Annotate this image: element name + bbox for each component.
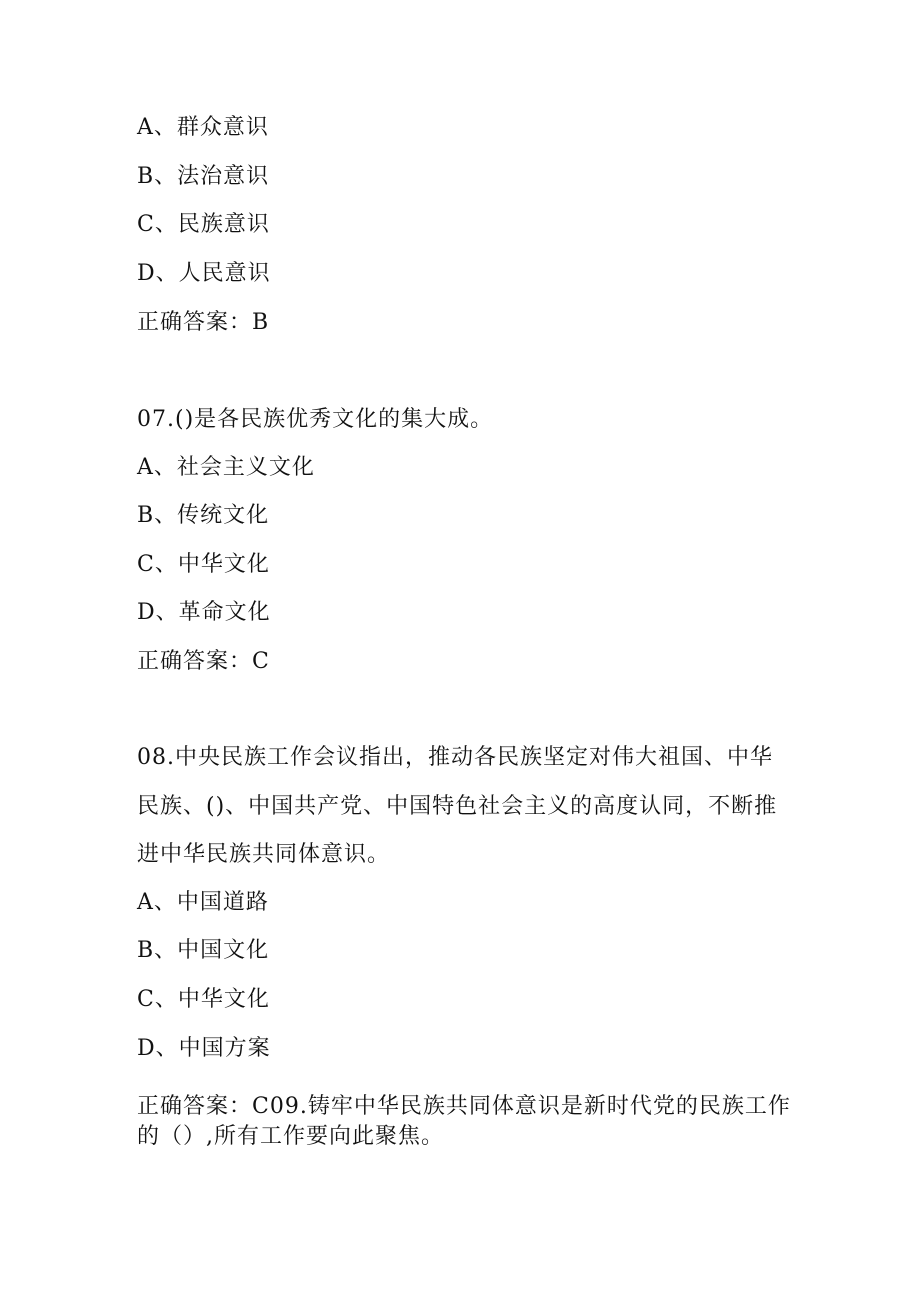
q08-option-a: A、中国道路 (137, 890, 269, 915)
q08-question-line-3: 进中华民族共同体意识。 (137, 842, 391, 867)
q08-option-b: B、中国文化 (137, 938, 270, 963)
q08-question-line-2: 民族、()、中国共产党、中国特色社会主义的高度认同，不断推 (137, 794, 778, 819)
q07-option-b: B、传统文化 (137, 503, 270, 528)
q08-question-line-1: 08.中央民族工作会议指出，推动各民族坚定对伟大祖国、中华 (137, 745, 773, 770)
q06-option-a: A、群众意识 (137, 115, 269, 140)
q06-option-d: D、人民意识 (137, 261, 271, 286)
q07-option-a: A、社会主义文化 (137, 455, 315, 480)
q07-question: 07.()是各民族优秀文化的集大成。 (137, 407, 494, 432)
q08-option-d: D、中国方案 (137, 1036, 271, 1061)
q07-option-c: C、中华文化 (137, 552, 270, 577)
q07-answer: 正确答案：C (137, 649, 270, 674)
q08-answer-q09-line-1: 正确答案：C09.铸牢中华民族共同体意识是新时代党的民族工作 (137, 1094, 791, 1119)
q06-option-b: B、法治意识 (137, 164, 270, 189)
q07-option-d: D、革命文化 (137, 600, 271, 625)
q09-line-2: 的（）,所有工作要向此聚焦。 (137, 1124, 444, 1149)
q06-answer: 正确答案：B (137, 310, 270, 335)
q06-option-c: C、民族意识 (137, 212, 270, 237)
q08-option-c: C、中华文化 (137, 987, 270, 1012)
